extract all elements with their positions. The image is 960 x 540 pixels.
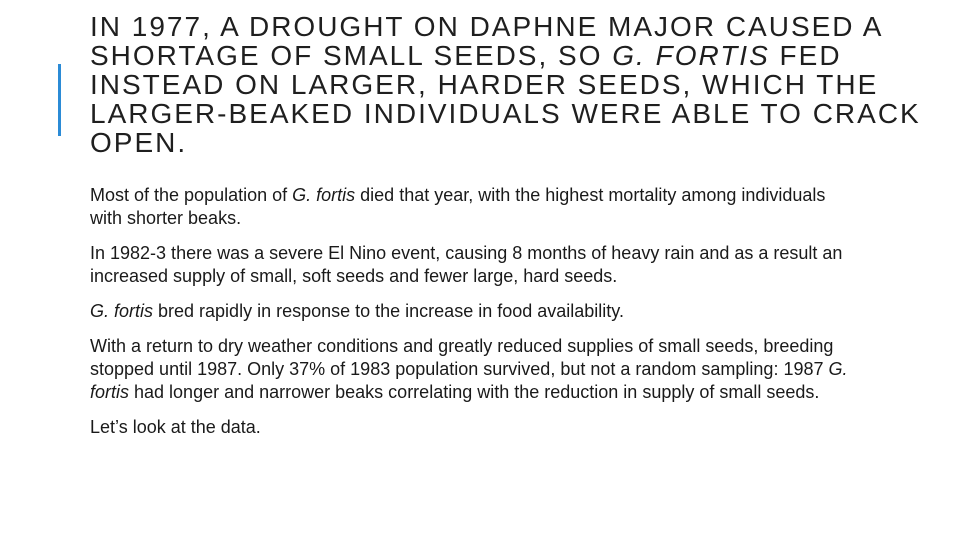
slide-title [90, 12, 940, 157]
species-name: G. fortis [292, 185, 356, 205]
paragraph-breeding [90, 300, 850, 323]
paragraph-data-prompt: Let’s look at the data. [90, 417, 261, 437]
slide-body [90, 184, 850, 451]
paragraph-text: bred rapidly in response to the increase in food availability. [153, 301, 624, 321]
accent-bar [58, 64, 61, 136]
paragraph-text: died that year, with the highest mortality among individuals with shorter beaks. [90, 185, 826, 228]
species-name: G. fortis [90, 359, 848, 402]
title-species-name: G. FORTIS [612, 40, 770, 71]
title-part-2: FED INSTEAD ON LARGER, HARDER SEEDS, WHICH THE LARGER-BEAKED INDIVIDUALS WERE ABLE TO CRACK OPEN. [90, 40, 921, 158]
paragraph-text: With a return to dry weather conditions and greatly reduced supplies of small seeds, breeding stopped until 1987. Only 37% of 1983 population survived, but not a random sampling: 1987 [90, 336, 834, 379]
title-part-1: IN 1977, A DROUGHT ON DAPHNE MAJOR CAUSED A SHORTAGE OF SMALL SEEDS, SO [90, 11, 882, 71]
paragraph-el-nino: In 1982-3 there was a severe El Nino event, causing 8 months of heavy rain and as a result an increased supply of small, soft seeds and fewer large, hard seeds. [90, 243, 843, 286]
paragraph-dry-weather [90, 335, 850, 404]
paragraph-text: Most of the population of [90, 185, 293, 205]
paragraph-text: had longer and narrower beaks correlating with the reduction in supply of small seeds. [129, 382, 820, 402]
species-name: G. fortis [90, 301, 154, 321]
paragraph-mortality [90, 184, 850, 230]
